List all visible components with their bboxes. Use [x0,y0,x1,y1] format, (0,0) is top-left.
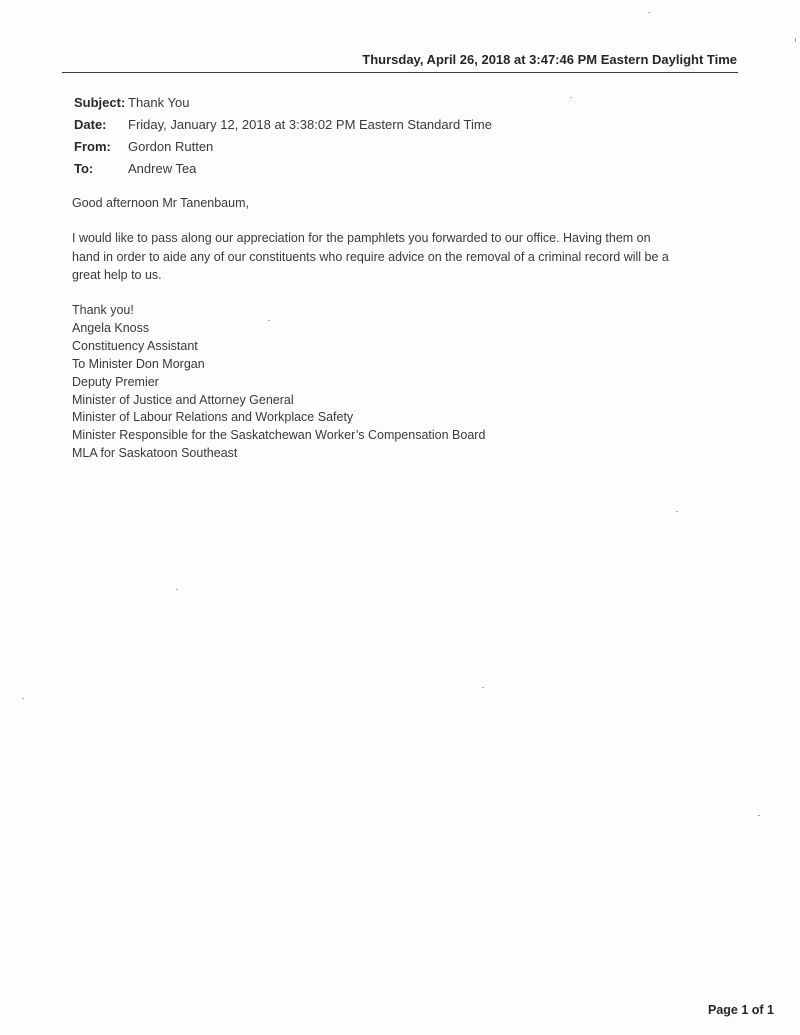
signature-line: Minister of Justice and Attorney General [72,392,294,407]
date-row [74,114,492,136]
subject-value: Thank You [128,95,190,110]
scan-speck [22,698,24,699]
date-label: Date: [74,117,107,132]
body-line: great help to us. [72,268,162,282]
body-line: hand in order to aide any of our constituents who require advice on the removal of a criminal record will be a [72,249,669,264]
email-header-fields [74,92,492,180]
subject-row [74,92,492,114]
from-row [74,136,492,158]
body-line: I would like to pass along our appreciation for the pamphlets you forwarded to our office. Having them on [72,231,651,245]
from-value: Gordon Rutten [128,139,214,154]
scan-speck [482,687,484,688]
signature-line: Angela Knoss [72,320,150,335]
scan-speck [268,320,270,321]
scan-speck [570,97,572,98]
signature-line: MLA for Saskatoon Southeast [72,446,238,461]
email-body-paragraph [72,229,752,285]
to-row [74,158,492,180]
email-greeting: Good afternoon Mr Tanenbaum, [72,196,249,210]
signature-line: Minister of Labour Relations and Workplace Safety [72,410,354,425]
subject-label: Subject: [74,95,126,110]
print-timestamp: Thursday, April 26, 2018 at 3:47:46 PM Eastern Daylight Time [362,52,737,67]
to-value: Andrew Tea [128,161,197,176]
date-value: Friday, January 12, 2018 at 3:38:02 PM Eastern Standard Time [128,117,492,132]
signature-line: Constituency Assistant [72,338,198,353]
scan-speck [758,815,760,816]
scan-speck [648,12,650,13]
header-divider [62,72,738,73]
signature-line: Deputy Premier [72,374,159,389]
signature-line: Minister Responsible for the Saskatchewan Worker’s Compensation Board [72,428,486,443]
to-label: To: [74,161,94,176]
from-label: From: [74,139,111,154]
email-signature [72,302,752,463]
page-number: Page 1 of 1 [708,1003,774,1017]
scan-speck [176,589,178,590]
scan-speck [676,511,678,512]
signature-line: To Minister Don Morgan [72,356,205,371]
scan-speck [795,38,796,42]
signature-line: Thank you! [72,303,134,317]
